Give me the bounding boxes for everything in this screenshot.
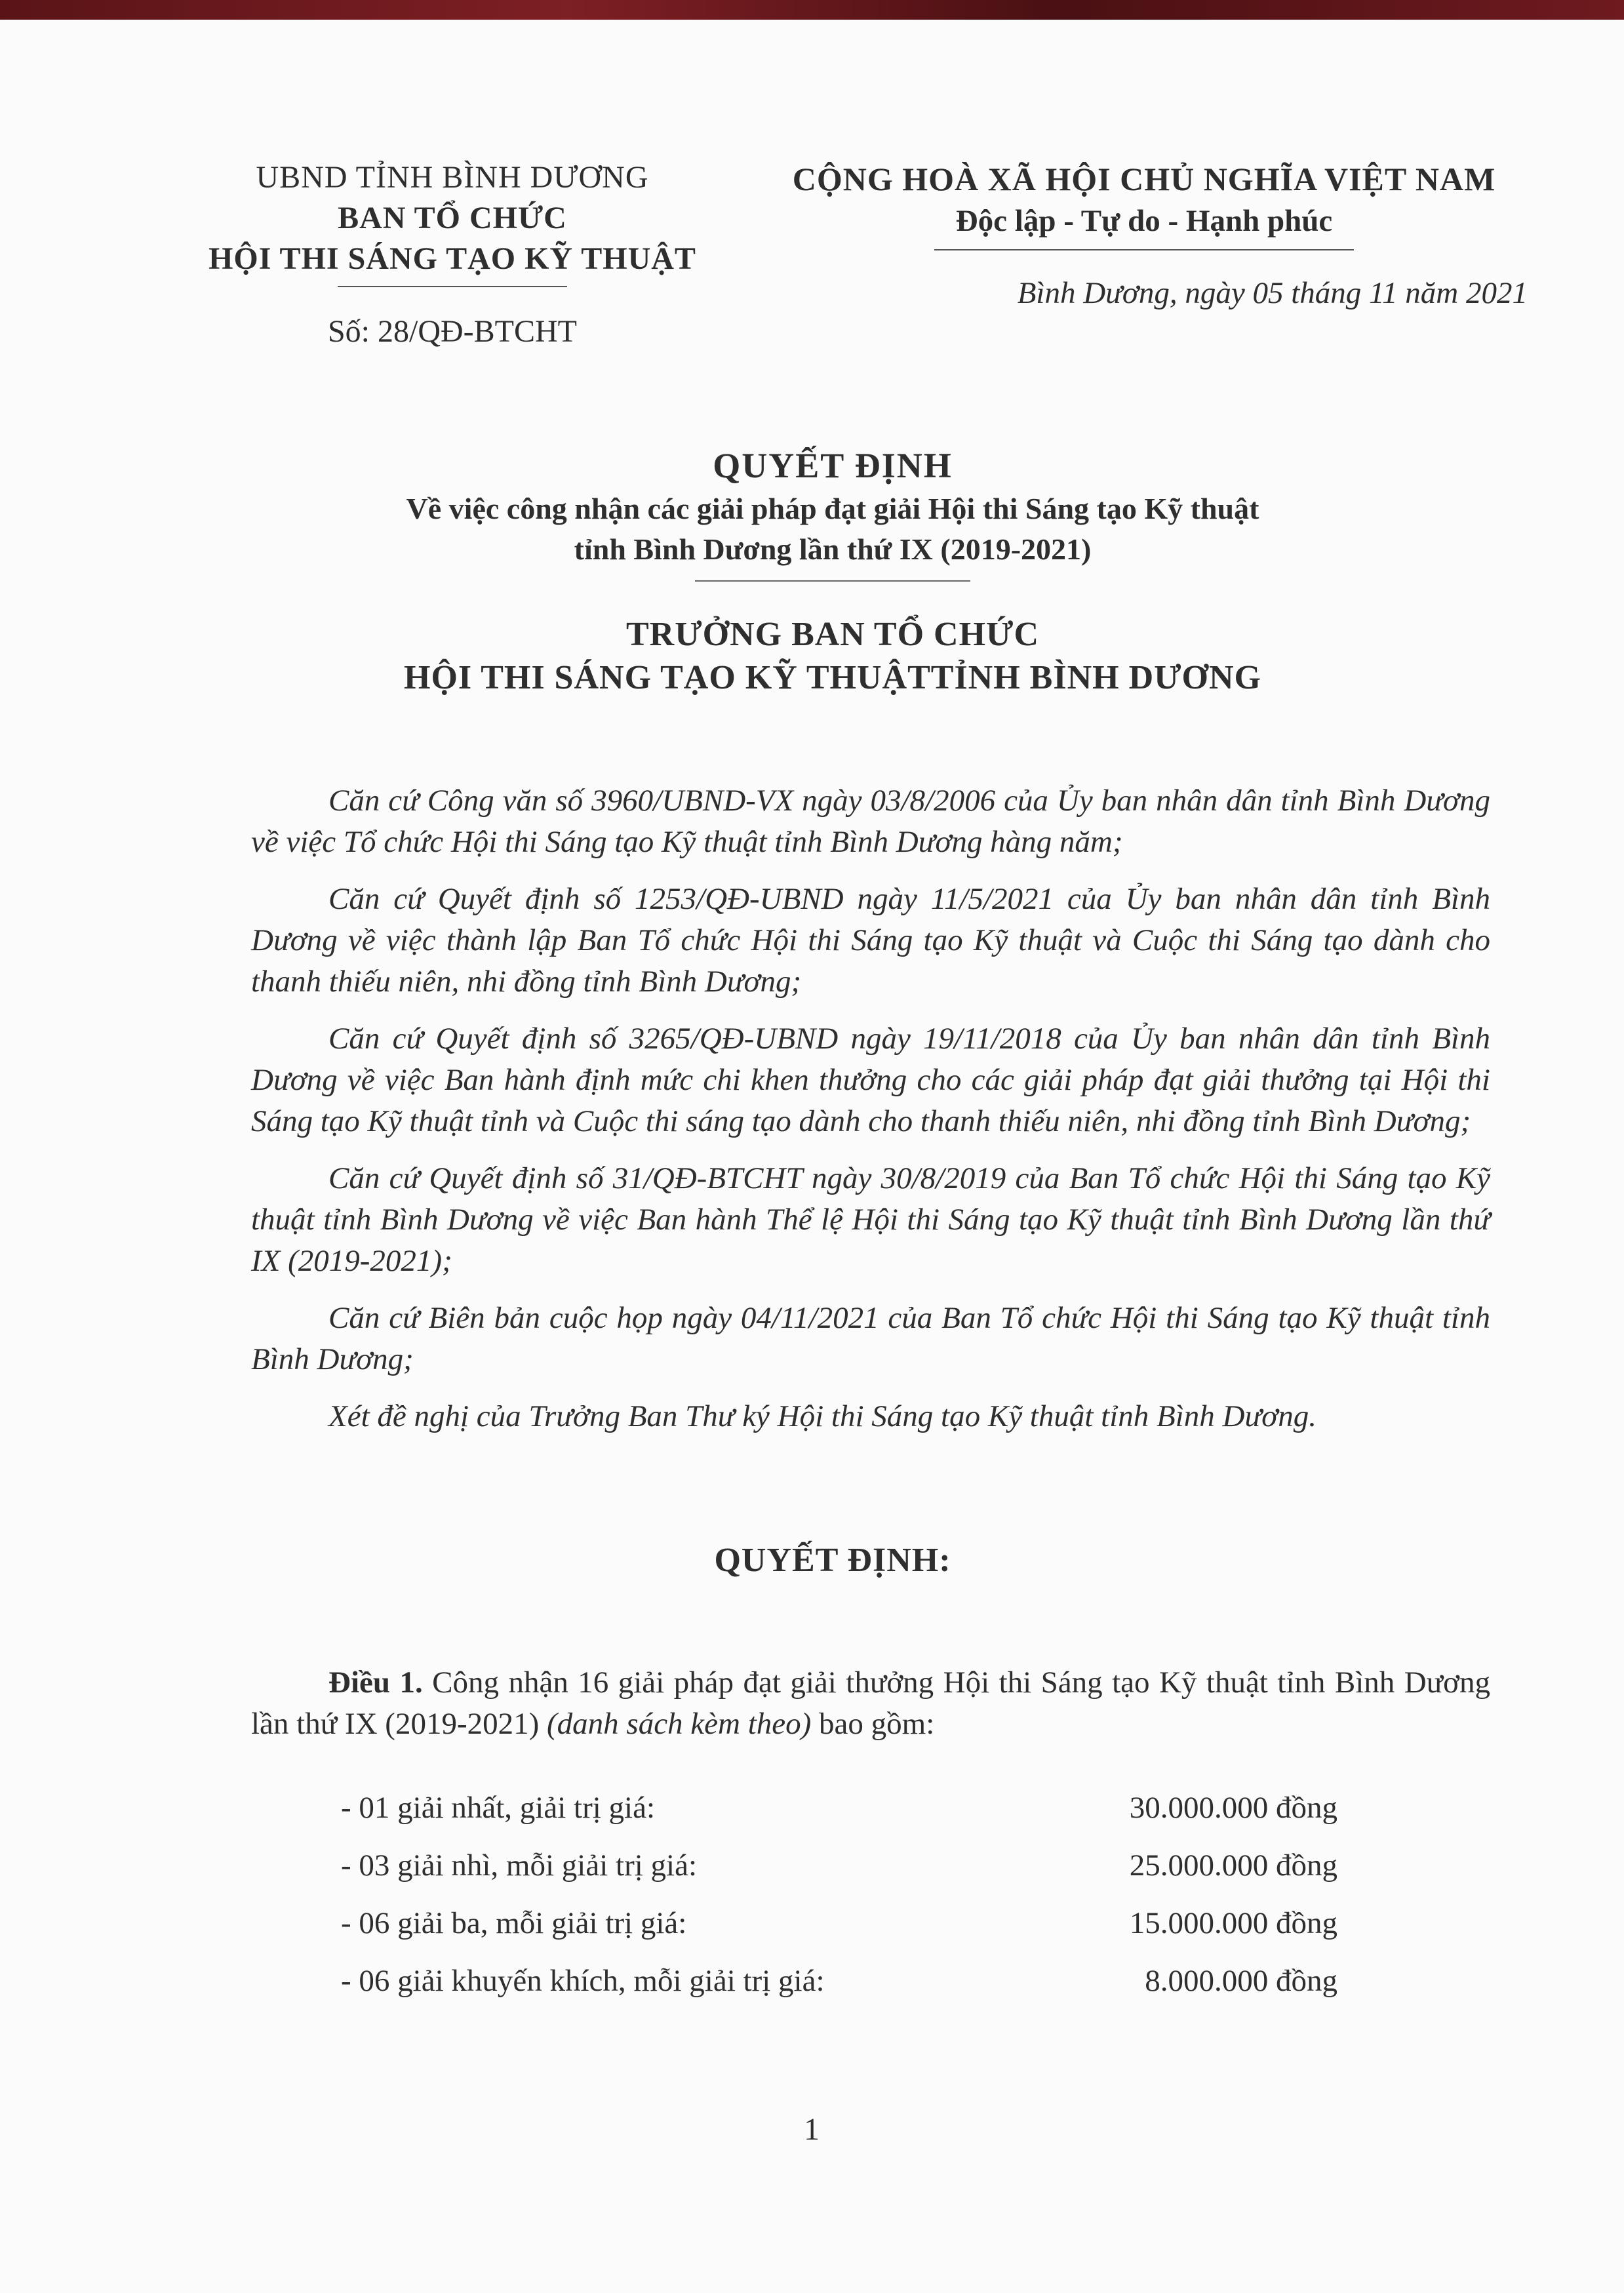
list-item — [341, 1837, 1337, 1894]
basis-paragraph: Căn cứ Biên bản cuộc họp ngày 04/11/2021 của Ban Tổ chức Hội thi Sáng tạo Kỹ thuật tỉnh Bình Dương; — [251, 1301, 1490, 1376]
document-title — [177, 443, 1488, 582]
authority-block — [177, 613, 1488, 700]
legal-basis — [251, 780, 1490, 1453]
article-1-body-end: bao gồm: — [811, 1707, 935, 1741]
authority-line-1: TRƯỞNG BAN TỔ CHỨC — [626, 616, 1039, 653]
issuer-block — [177, 157, 728, 349]
issuer-divider — [338, 286, 567, 287]
prize-label: - 01 giải nhất, giải trị giá: — [341, 1791, 656, 1825]
document-page — [0, 20, 1624, 2293]
basis-paragraph: Căn cứ Quyết định số 3265/QĐ-UBND ngày 19/11/2018 của Ủy ban nhân dân tỉnh Bình Dương về việc Ban hành định mức chi khen thưởng cho các giải pháp đạt giải thưởng tại Hội thi Sáng tạo Kỹ thuật tỉnh và Cuộc thi sáng tạo dành cho thanh thiếu niên, nhi đồng tỉnh Bình Dương; — [251, 1022, 1490, 1138]
prize-amount: 8.000.000 đồng — [1145, 1964, 1337, 1998]
article-1-text — [251, 1662, 1490, 1745]
national-title: CỘNG HOÀ XÃ HỘI CHỦ NGHĨA VIỆT NAM — [792, 161, 1496, 197]
article-1-attachment-note: (danh sách kèm theo) — [547, 1707, 812, 1741]
list-item — [341, 1779, 1337, 1837]
list-item — [341, 1894, 1337, 1952]
basis-paragraph: Căn cứ Quyết định số 31/QĐ-BTCHT ngày 30/8/2019 của Ban Tổ chức Hội thi Sáng tạo Kỹ thuật tỉnh Bình Dương về việc Ban hành Thể lệ Hội thi Sáng tạo Kỹ thuật tỉnh Bình Dương lần thứ IX (2019-2021); — [251, 1161, 1490, 1278]
issuer-contest: HỘI THI SÁNG TẠO KỸ THUẬT — [208, 241, 696, 276]
basis-paragraph: Xét đề nghị của Trưởng Ban Thư ký Hội thi Sáng tạo Kỹ thuật tỉnh Bình Dương. — [328, 1399, 1317, 1433]
prize-amount: 30.000.000 đồng — [1129, 1791, 1337, 1825]
basis-paragraph: Căn cứ Công văn số 3960/UBND-VX ngày 03/8/2006 của Ủy ban nhân dân tỉnh Bình Dương về việc Tổ chức Hội thi Sáng tạo Kỹ thuật tỉnh Bình Dương hàng năm; — [251, 784, 1490, 859]
title-heading: QUYẾT ĐỊNH — [713, 446, 953, 485]
article-1-body: Công nhận 16 giải pháp đạt giải thưởng Hội thi Sáng tạo Kỹ thuật tỉnh Bình Dương lần thứ IX (2019-2021) — [251, 1665, 1491, 1741]
prize-label: - 06 giải khuyến khích, mỗi giải trị giá: — [341, 1964, 825, 1998]
motto-divider — [934, 249, 1354, 250]
document-date: Bình Dương, ngày 05 tháng 11 năm 2021 — [1017, 276, 1528, 310]
authority-line-2: HỘI THI SÁNG TẠO KỸ THUẬTTỈNH BÌNH DƯƠNG — [404, 659, 1261, 696]
prize-amount: 25.000.000 đồng — [1129, 1848, 1337, 1883]
list-item — [341, 1952, 1337, 2010]
article-1-label: Điều 1. — [328, 1665, 423, 1700]
prize-label: - 03 giải nhì, mỗi giải trị giá: — [341, 1848, 698, 1883]
page-number: 1 — [804, 2112, 820, 2147]
document-number: Số: 28/QĐ-BTCHT — [327, 314, 577, 349]
title-subject-2: tỉnh Bình Dương lần thứ IX (2019-2021) — [574, 532, 1092, 566]
basis-paragraph: Căn cứ Quyết định số 1253/QĐ-UBND ngày 11/5/2021 của Ủy ban nhân dân tỉnh Bình Dương về việc thành lập Ban Tổ chức Hội thi Sáng tạo Kỹ thuật và Cuộc thi Sáng tạo dành cho thanh thiếu niên, nhi đồng tỉnh Bình Dương; — [251, 882, 1490, 999]
national-motto: Độc lập - Tự do - Hạnh phúc — [955, 204, 1333, 238]
issuer-province: UBND TỈNH BÌNH DƯƠNG — [256, 160, 649, 195]
prize-list — [341, 1779, 1337, 2010]
decision-heading: QUYẾT ĐỊNH: — [714, 1542, 951, 1579]
prize-label: - 06 giải ba, mỗi giải trị giá: — [341, 1906, 687, 1940]
article-1 — [251, 1662, 1490, 1745]
scan-border — [0, 0, 1624, 20]
issuer-committee: BAN TỔ CHỨC — [338, 201, 567, 235]
prize-amount: 15.000.000 đồng — [1129, 1906, 1337, 1940]
title-divider — [695, 580, 970, 582]
national-block — [761, 157, 1528, 311]
title-subject-1: Về việc công nhận các giải pháp đạt giải Hội thi Sáng tạo Kỹ thuật — [406, 492, 1259, 525]
